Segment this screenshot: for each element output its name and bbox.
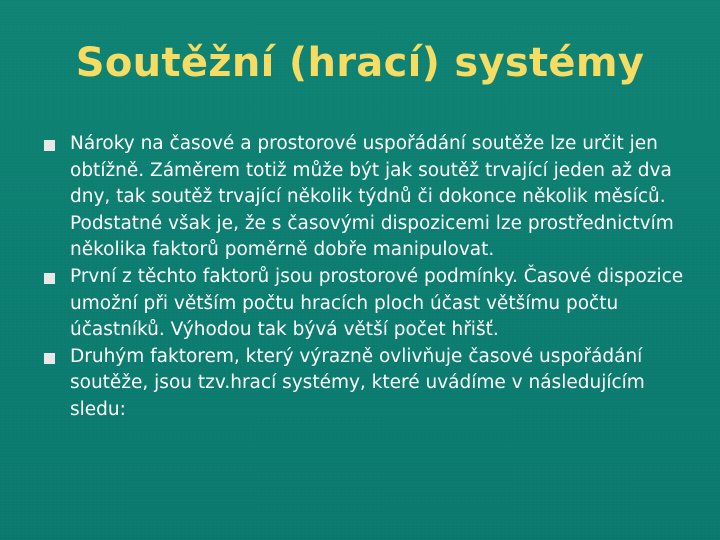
square-bullet-icon (44, 140, 55, 151)
bullet-item-2 (40, 264, 690, 344)
bullet-text-1: Nároky na časové a prostorové uspořádání soutěže lze určit jen obtížně. Záměrem totiž může být jak soutěž trvající jeden až dva dny, tak soutěž trvající několik týdnů či dokonce několik měsíců. Podstatné však je, že s časovými dispozicemi lze prostřednictvím několika faktorů poměrně dobře manipulovat. (70, 133, 674, 261)
square-bullet-icon (44, 273, 55, 284)
bullet-item-1 (40, 131, 690, 264)
square-bullet-icon (44, 353, 55, 364)
bullet-item-3 (40, 344, 690, 424)
bullet-text-2: První z těchto faktorů jsou prostorové podmínky. Časové dispozice umožní při větším počtu hracích ploch účast většímu počtu účastníků. Výhodou tak bývá větší počet hřišť. (70, 265, 684, 341)
bullet-list (40, 131, 690, 424)
bullet-text-3: Druhým faktorem, který výrazně ovlivňuje časové uspořádání soutěže, jsou tzv.hrací systémy, které uvádíme v následujícím sledu: (70, 345, 645, 420)
slide-title: Soutěžní (hrací) systémy (75, 40, 645, 86)
